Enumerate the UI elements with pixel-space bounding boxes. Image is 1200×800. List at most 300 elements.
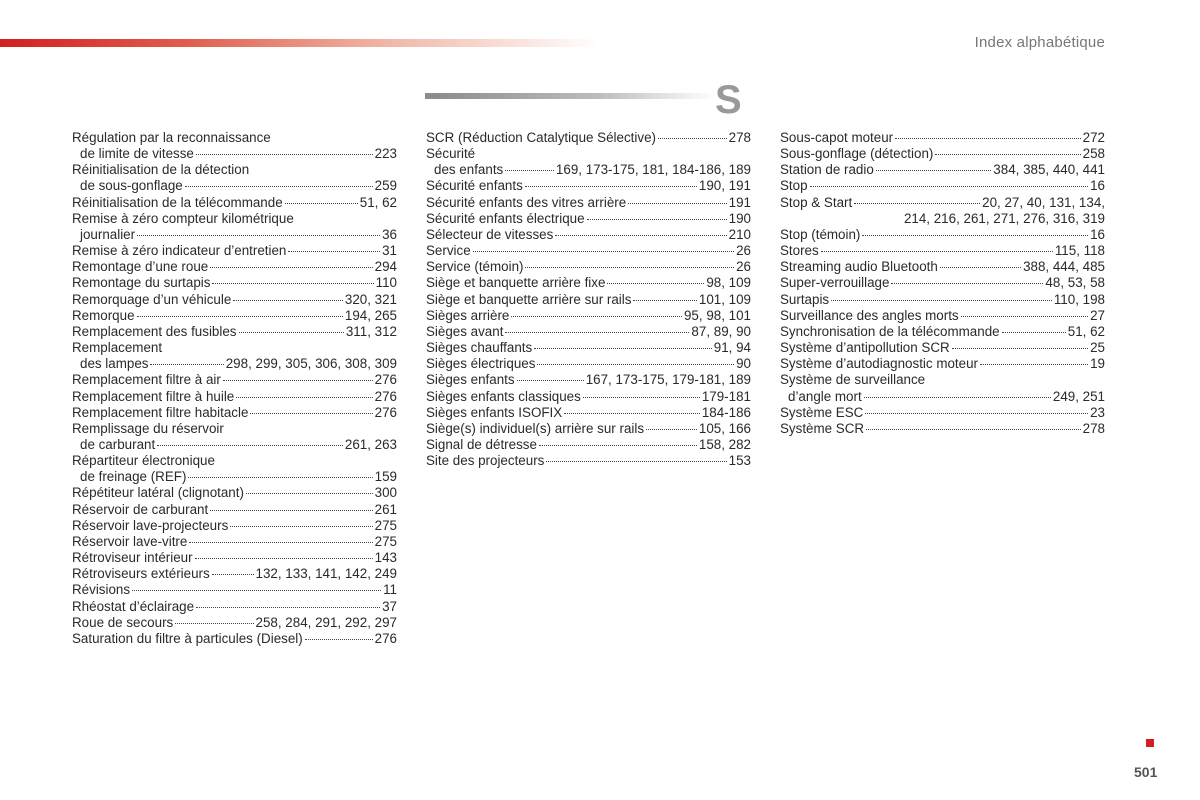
index-entry-line (426, 178, 751, 194)
dot-leader (236, 397, 372, 398)
dot-leader (534, 348, 712, 349)
index-entry-line (72, 130, 397, 146)
index-entry-line (426, 146, 751, 162)
index-entry-pages: 294 (374, 259, 397, 275)
index-entry-pages: 19 (1090, 356, 1105, 372)
index-entry (72, 372, 397, 388)
index-entry (72, 599, 397, 615)
index-entry-pages: 23 (1090, 404, 1105, 420)
index-entry-label: Stop & Start (780, 194, 853, 210)
index-entry-label: Sièges enfants classiques (426, 388, 581, 404)
index-entry-pages: 169, 173-175, 181, 184-186, 189 (555, 162, 751, 178)
index-entry-line (72, 227, 397, 243)
dot-leader (505, 332, 689, 333)
dot-leader (196, 154, 373, 155)
index-entry-pages: 115, 118 (1054, 243, 1105, 259)
dot-leader (607, 283, 704, 284)
index-entry-label: Remplacement (72, 340, 163, 356)
index-entry (72, 259, 397, 275)
index-entry-label: Remorquage d’un véhicule (72, 291, 232, 307)
index-entry-pages: 190 (728, 210, 751, 226)
index-entry-label: Remise à zéro indicateur d’entretien (72, 243, 287, 259)
dot-leader (473, 251, 734, 252)
index-entry-pages: 37 (382, 598, 397, 614)
index-entry-label: de sous-gonflage (80, 178, 183, 194)
dot-leader (305, 639, 373, 640)
index-column-2 (426, 130, 751, 469)
index-entry (426, 130, 751, 146)
index-entry (780, 130, 1105, 146)
index-entry-line (780, 178, 1105, 194)
index-entry-line (72, 389, 397, 405)
dot-leader (239, 332, 344, 333)
index-entry-line (780, 243, 1105, 259)
index-entry-pages: 26 (736, 243, 751, 259)
index-entry-label: Service (témoin) (426, 259, 524, 275)
index-entry-pages: 31 (382, 243, 397, 259)
footer-accent-square (1146, 739, 1154, 747)
dot-leader (810, 186, 1089, 187)
index-entry (72, 550, 397, 566)
dot-leader (940, 267, 1021, 268)
page-number: 501 (1134, 764, 1158, 780)
index-entry (426, 421, 751, 437)
index-entry (72, 275, 397, 291)
index-entry-label: de carburant (80, 436, 156, 452)
index-entry-line (780, 372, 1105, 388)
index-entry-label: Répartiteur électronique (72, 453, 215, 469)
index-entry-line (72, 615, 397, 631)
index-entry (72, 582, 397, 598)
index-entry-pages: 259 (374, 178, 397, 194)
index-entry-label: Remontage d’une roue (72, 259, 209, 275)
index-entry-label: Synchronisation de la télécommande (780, 323, 1000, 339)
index-entry-line (426, 308, 751, 324)
index-entry-label: Remplacement filtre à huile (72, 388, 235, 404)
index-entry-pages: 261 (374, 501, 397, 517)
index-entry-pages: 298, 299, 305, 306, 308, 309 (225, 356, 397, 372)
index-entry-line (426, 356, 751, 372)
index-entry-label: Sous-capot moteur (780, 130, 894, 145)
dot-leader (185, 186, 373, 187)
index-entry-line (72, 453, 397, 469)
index-entry-line (426, 275, 751, 291)
index-entry-line (72, 550, 397, 566)
index-entry-line (72, 469, 397, 485)
dot-leader (980, 364, 1088, 365)
index-entry-pages: 95, 98, 101 (683, 307, 751, 323)
index-entry-label: Sièges électriques (426, 356, 536, 372)
index-entry (426, 146, 751, 178)
index-entry-line (426, 292, 751, 308)
index-entry-label: de freinage (REF) (80, 469, 187, 485)
index-entry-label: Sous-gonflage (détection) (780, 146, 934, 162)
dot-leader (525, 267, 734, 268)
index-entry (426, 292, 751, 308)
index-entry-line (780, 146, 1105, 162)
index-entry-line (72, 292, 397, 308)
index-entry (780, 340, 1105, 356)
index-entry-line (780, 308, 1105, 324)
index-entry-pages: 98, 109 (706, 275, 751, 291)
dot-leader (210, 510, 372, 511)
dot-leader (831, 300, 1052, 301)
dot-leader (646, 429, 697, 430)
index-entry-line (72, 146, 397, 162)
index-entry-line (426, 259, 751, 275)
index-entry-label: Remontage du surtapis (72, 275, 211, 291)
index-entry-line (72, 582, 397, 598)
index-entry-label: Service (426, 243, 471, 259)
index-entry-label: SCR (Réduction Catalytique Sélective) (426, 130, 656, 145)
index-entry (780, 227, 1105, 243)
index-entry (426, 389, 751, 405)
dot-leader (157, 445, 343, 446)
index-entry (780, 308, 1105, 324)
dot-leader (961, 316, 1088, 317)
index-entry-label: Sièges enfants (426, 372, 515, 388)
index-entry-pages: 101, 109 (698, 291, 751, 307)
index-entry-line (72, 485, 397, 501)
index-entry (72, 211, 397, 243)
index-entry-pages: 179-181 (701, 388, 751, 404)
index-entry-line (72, 162, 397, 178)
index-entry-pages: 214, 216, 261, 271, 276, 316, 319 (903, 210, 1105, 226)
index-entry-line (426, 211, 751, 227)
index-entry-pages: 276 (374, 630, 397, 646)
index-entry-line (426, 372, 751, 388)
index-entry (780, 292, 1105, 308)
index-entry (426, 356, 751, 372)
index-entry-line (780, 162, 1105, 178)
index-entry-label: Streaming audio Bluetooth (780, 259, 938, 275)
index-entry-label: Siège et banquette arrière sur rails (426, 291, 632, 307)
index-entry-label: Système de surveillance (780, 372, 926, 388)
index-entry-pages: 258 (1082, 146, 1105, 162)
index-entry-line (780, 211, 1105, 227)
index-entry-pages: 11 (383, 582, 397, 598)
dot-leader (137, 235, 380, 236)
index-entry-label: Site des projecteurs (426, 453, 545, 469)
index-entry-label: Système d’antipollution SCR (780, 340, 950, 356)
dot-leader (505, 170, 554, 171)
dot-leader (865, 413, 1088, 414)
dot-leader (539, 445, 697, 446)
index-entry (72, 292, 397, 308)
index-entry-pages: 249, 251 (1052, 388, 1105, 404)
index-entry (426, 178, 751, 194)
index-entry-pages: 16 (1090, 178, 1105, 194)
index-entry (426, 453, 751, 469)
dot-leader (952, 348, 1088, 349)
index-entry-label: Remplacement filtre habitacle (72, 404, 249, 420)
index-entry-label: des lampes (80, 356, 149, 372)
index-entry-label: Remplacement filtre à air (72, 372, 221, 388)
index-entry-line (780, 421, 1105, 437)
index-entry (426, 372, 751, 388)
index-entry-label: Remorque (72, 307, 135, 323)
index-entry (72, 566, 397, 582)
index-entry-line (72, 211, 397, 227)
index-entry-pages: 272 (1082, 130, 1105, 145)
dot-leader (212, 283, 373, 284)
index-entry-label: Système SCR (780, 420, 865, 436)
index-entry-pages: 36 (382, 226, 397, 242)
index-entry (426, 275, 751, 291)
index-entry-pages: 87, 89, 90 (691, 323, 751, 339)
index-entry-label: Répétiteur latéral (clignotant) (72, 485, 244, 501)
dot-leader (583, 397, 700, 398)
dot-leader (150, 364, 223, 365)
index-entry (72, 518, 397, 534)
index-entry-line (426, 243, 751, 259)
index-column-3 (780, 130, 1105, 437)
dot-leader (250, 413, 372, 414)
dot-leader (288, 251, 380, 252)
index-entry (72, 195, 397, 211)
index-entry (426, 211, 751, 227)
index-entry-pages: 110 (375, 275, 397, 291)
index-entry-label: Système ESC (780, 404, 864, 420)
index-entry-pages: 384, 385, 440, 441 (993, 162, 1105, 178)
dot-leader (891, 283, 1043, 284)
index-entry-pages: 184-186 (701, 404, 751, 420)
index-entry-label: Surveillance des angles morts (780, 307, 959, 323)
index-entry-pages: 20, 27, 40, 131, 134, (982, 194, 1105, 210)
index-entry (72, 130, 397, 162)
index-entry-pages: 191 (728, 194, 751, 210)
index-entry-pages: 210 (728, 226, 751, 242)
index-entry (780, 178, 1105, 194)
index-entry-pages: 194, 265 (344, 307, 397, 323)
index-entry (426, 437, 751, 453)
index-entry-line (426, 227, 751, 243)
index-entry-label: de limite de vitesse (80, 146, 194, 162)
index-entry-label: Réservoir lave-vitre (72, 533, 188, 549)
dot-leader (876, 170, 991, 171)
index-entry-line (72, 178, 397, 194)
index-entry-line (72, 372, 397, 388)
index-entry-line (72, 437, 397, 453)
index-entry (72, 615, 397, 631)
index-entry-line (72, 405, 397, 421)
index-entry (72, 534, 397, 550)
index-entry-label: Rétroviseur intérieur (72, 550, 193, 566)
index-entry-line (72, 518, 397, 534)
dot-leader (864, 397, 1051, 398)
index-entry-pages: 16 (1090, 226, 1105, 242)
index-entry (426, 227, 751, 243)
index-entry-label: Remplacement des fusibles (72, 323, 237, 339)
index-entry-label: Surtapis (780, 291, 830, 307)
index-entry (780, 146, 1105, 162)
dot-leader (862, 235, 1088, 236)
index-entry (426, 195, 751, 211)
index-entry (72, 340, 397, 372)
index-entry (72, 324, 397, 340)
index-entry-pages: 105, 166 (698, 420, 751, 436)
index-entry-line (780, 275, 1105, 291)
index-entry-label: d’angle mort (788, 388, 862, 404)
section-title: Index alphabétique (974, 34, 1105, 51)
index-entry-line (426, 437, 751, 453)
index-entry-pages: 278 (1082, 420, 1105, 436)
index-entry-line (72, 566, 397, 582)
index-entry (72, 502, 397, 518)
index-entry-label: Sécurité enfants électrique (426, 210, 585, 226)
index-entry (780, 356, 1105, 372)
dot-leader (525, 186, 697, 187)
index-entry-line (72, 259, 397, 275)
index-entry-line (426, 453, 751, 469)
index-entry-label: Siège et banquette arrière fixe (426, 275, 606, 291)
index-entry-line (72, 534, 397, 550)
dot-leader (246, 493, 373, 494)
index-entry-label: Sièges arrière (426, 307, 510, 323)
index-entry-line (780, 356, 1105, 372)
index-entry-label: Réservoir de carburant (72, 501, 209, 517)
dot-leader (633, 300, 696, 301)
dot-leader (1002, 332, 1066, 333)
dot-leader (935, 154, 1080, 155)
index-entry-pages: 320, 321 (344, 291, 397, 307)
index-entry-label: Sélecteur de vitesses (426, 226, 554, 242)
index-entry-label: Stop (témoin) (780, 226, 861, 242)
index-entry-pages: 153 (728, 453, 751, 469)
index-entry-line (72, 631, 397, 647)
index-entry-pages: 278 (728, 130, 751, 145)
index-entry-pages: 51, 62 (1067, 323, 1105, 339)
index-entry (426, 405, 751, 421)
index-entry-pages: 91, 94 (713, 340, 751, 356)
index-entry-label: Rhéostat d’éclairage (72, 598, 195, 614)
index-entry (780, 421, 1105, 437)
index-entry-label: des enfants (434, 162, 504, 178)
dot-leader (587, 219, 727, 220)
index-entry-pages: 26 (736, 259, 751, 275)
index-entry (72, 485, 397, 501)
index-entry-label: Remplissage du réservoir (72, 420, 224, 436)
dot-leader (537, 364, 734, 365)
dot-leader (212, 574, 254, 575)
index-entry-label: Sièges chauffants (426, 340, 533, 356)
index-entry-line (780, 130, 1105, 146)
index-entry-line (426, 130, 751, 146)
index-entry-label: Révisions (72, 582, 131, 598)
index-entry-line (72, 340, 397, 356)
index-entry-pages: 275 (374, 517, 397, 533)
index-entry-line (72, 308, 397, 324)
index-entry (72, 631, 397, 647)
index-entry-label: Réinitialisation de la télécommande (72, 194, 283, 210)
index-entry (780, 162, 1105, 178)
index-entry-line (72, 324, 397, 340)
index-entry (426, 324, 751, 340)
index-entry (72, 405, 397, 421)
index-entry-label: Sièges avant (426, 323, 504, 339)
dot-leader (223, 380, 373, 381)
index-entry-pages: 48, 53, 58 (1045, 275, 1105, 291)
index-entry (780, 243, 1105, 259)
index-entry-line (780, 195, 1105, 211)
dot-leader (517, 380, 584, 381)
dot-leader (195, 558, 373, 559)
index-entry-line (780, 324, 1105, 340)
dot-leader (175, 623, 253, 624)
index-entry-pages: 275 (374, 533, 397, 549)
index-entry-line (72, 599, 397, 615)
index-entry (72, 308, 397, 324)
index-entry-label: Sécurité enfants (426, 178, 523, 194)
index-entry (72, 421, 397, 453)
index-entry-label: Système d’autodiagnostic moteur (780, 356, 978, 372)
index-entry-label: Siège(s) individuel(s) arrière sur rails (426, 420, 645, 436)
index-entry (780, 195, 1105, 227)
index-entry-label: Régulation par la reconnaissance (72, 130, 271, 145)
index-column-1 (72, 130, 397, 647)
dot-leader (137, 316, 343, 317)
dot-leader (628, 203, 726, 204)
index-entry (780, 259, 1105, 275)
index-entry-label: Sièges enfants ISOFIX (426, 404, 563, 420)
index-entry-pages: 223 (374, 146, 397, 162)
index-entry (426, 340, 751, 356)
index-entry (72, 389, 397, 405)
index-entry-label: journalier (80, 226, 136, 242)
index-entry-line (426, 340, 751, 356)
index-entry-pages: 388, 444, 485 (1023, 259, 1105, 275)
index-entry-label: Super-verrouillage (780, 275, 890, 291)
index-entry-line (72, 275, 397, 291)
index-entry-line (780, 389, 1105, 405)
index-entry-line (426, 421, 751, 437)
dot-leader (189, 542, 372, 543)
index-entry-pages: 261, 263 (344, 436, 397, 452)
index-entry-label: Stores (780, 243, 819, 259)
index-entry-label: Réservoir lave-projecteurs (72, 517, 229, 533)
index-entry-label: Remise à zéro compteur kilométrique (72, 210, 294, 226)
index-entry (780, 372, 1105, 404)
index-entry-pages: 311, 312 (345, 323, 397, 339)
index-entry-line (72, 502, 397, 518)
index-entry (426, 243, 751, 259)
index-entry-pages: 90 (736, 356, 751, 372)
dot-leader (854, 203, 980, 204)
index-entry-line (426, 162, 751, 178)
index-entry-pages: 27 (1090, 307, 1105, 323)
index-entry-pages: 190, 191 (698, 178, 751, 194)
dot-leader (233, 300, 343, 301)
index-entry-pages: 276 (374, 388, 397, 404)
index-entry-pages: 276 (374, 404, 397, 420)
index-entry-label: Roue de secours (72, 614, 174, 630)
dot-leader (196, 607, 380, 608)
index-entry-line (72, 243, 397, 259)
index-entry-pages: 167, 173-175, 179-181, 189 (585, 372, 751, 388)
index-entry-line (72, 195, 397, 211)
index-entry-pages: 276 (374, 372, 397, 388)
letter-divider-bar (425, 93, 715, 99)
index-entry-pages: 159 (374, 469, 397, 485)
index-entry-line (780, 259, 1105, 275)
index-entry-pages: 110, 198 (1053, 291, 1105, 307)
index-entry-line (426, 195, 751, 211)
index-entry-pages: 132, 133, 141, 142, 249 (255, 566, 397, 582)
dot-leader (658, 138, 727, 139)
dot-leader (866, 429, 1081, 430)
dot-leader (285, 203, 358, 204)
index-entry-label: Saturation du filtre à particules (Diesel) (72, 630, 303, 646)
